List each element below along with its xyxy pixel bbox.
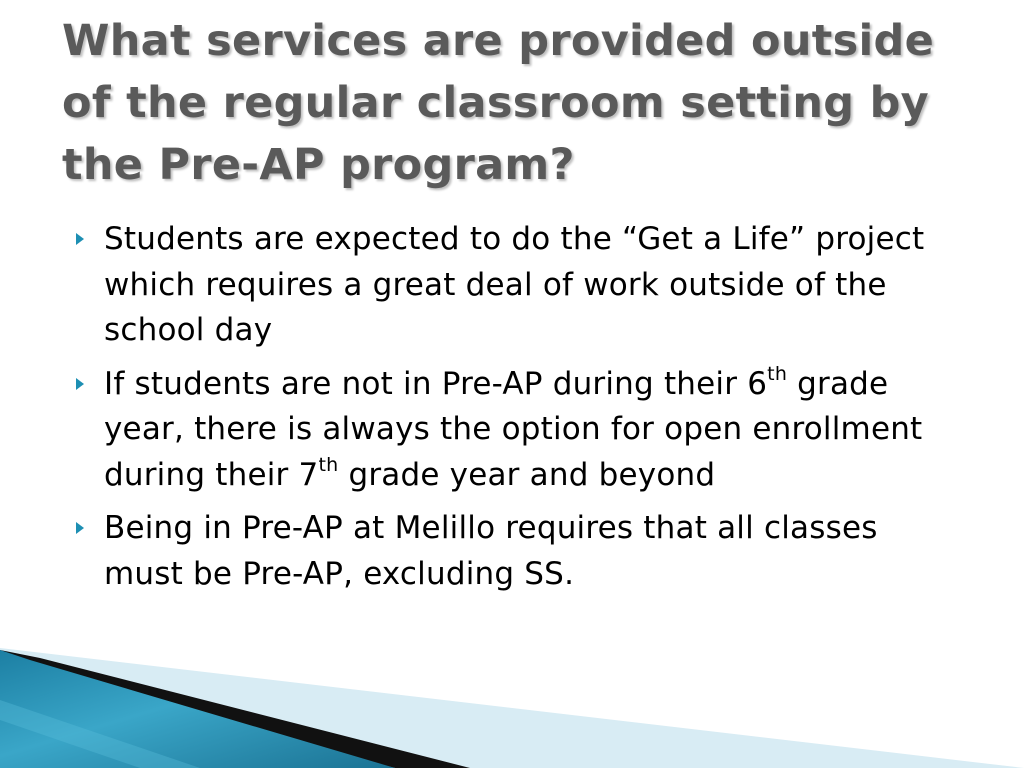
- decorative-wave: [0, 640, 1024, 768]
- bullet-item: [76, 362, 946, 499]
- triangle-bullet-icon: [76, 378, 84, 390]
- bullet-text-part: grade year and beyond: [338, 456, 716, 493]
- bullet-text-part: If students are not in Pre-AP during their 6: [104, 365, 768, 402]
- bullet-list: [76, 217, 946, 605]
- slide-title: What services are provided outside of the regular classroom setting by the Pre-AP program?: [62, 16, 935, 190]
- superscript: th: [318, 454, 339, 477]
- bullet-item: [76, 506, 946, 597]
- bullet-text: [104, 363, 923, 493]
- bullet-text: Students are expected to do the “Get a Life” project which requires a great deal of work outside of the school day: [104, 221, 925, 348]
- bullet-text-part: grade year, there is always the option for open enrollment during their 7: [104, 365, 923, 493]
- bullet-item: [76, 217, 946, 354]
- triangle-bullet-icon: [76, 522, 84, 534]
- triangle-bullet-icon: [76, 233, 84, 245]
- superscript: th: [767, 363, 788, 386]
- bullet-text: Being in Pre-AP at Melillo requires that all classes must be Pre-AP, excluding SS.: [104, 510, 878, 592]
